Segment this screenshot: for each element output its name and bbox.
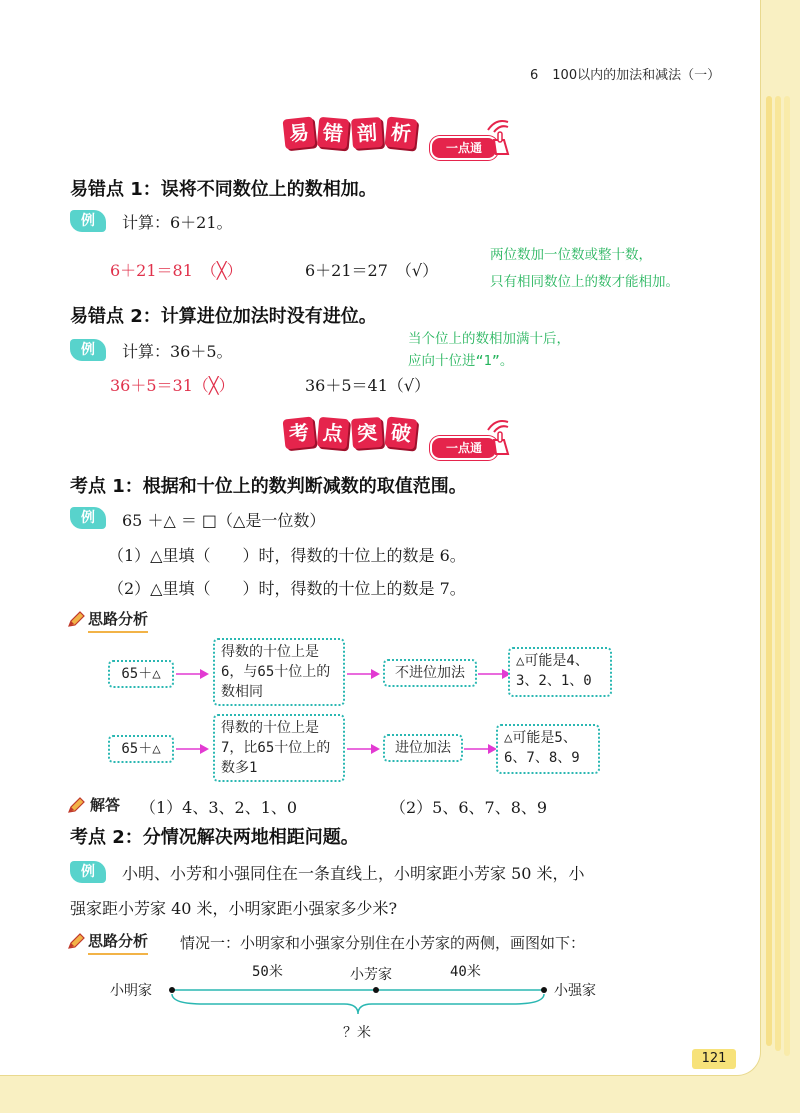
example-text: 计算：36＋5。 <box>122 342 233 361</box>
page-edge <box>766 96 772 1046</box>
banner-char: 破 <box>385 417 418 450</box>
banner-char: 析 <box>385 117 418 150</box>
tip-note <box>490 242 679 296</box>
home-xiaoqiang: 小强家 <box>554 983 596 999</box>
banner-pill: 一点通 <box>430 136 498 160</box>
banner-pill: 一点通 <box>430 436 498 460</box>
right-answer: 6＋21＝27 （√） <box>305 261 439 280</box>
analysis-label: 思路分析 <box>88 608 148 633</box>
right-answer: 36＋5＝41（√） <box>305 376 431 395</box>
banner-char: 突 <box>351 417 383 449</box>
answer-label: 解答 <box>90 796 121 814</box>
error-point-1-title: 易错点 1：误将不同数位上的数相加。 <box>70 179 377 200</box>
flow-result: △可能是4、3、2、1、0 <box>508 647 612 697</box>
flow-condition: 得数的十位上是6，与65十位上的数相同 <box>213 638 345 706</box>
flow-method: 不进位加法 <box>383 659 477 687</box>
wrong-answer: 6＋21＝81 （╳） <box>110 261 243 280</box>
example-text: 计算：6＋21。 <box>122 213 233 232</box>
tip-line: 两位数加一位数或整十数， <box>490 247 652 263</box>
tip-note <box>408 328 570 372</box>
banner-key-points <box>284 414 524 464</box>
tip-line: 应向十位进“1”。 <box>408 353 514 369</box>
question-2: （2）△里填（ ）时，得数的十位上的数是 7。 <box>108 579 466 598</box>
analysis-text: 情况一：小明家和小强家分别住在小芳家的两侧，画图如下： <box>180 934 586 952</box>
chapter-title: 100以内的加法和减法（一） <box>552 68 721 83</box>
arrow-icon <box>347 743 381 755</box>
banner-char: 点 <box>317 417 350 450</box>
banner-error-analysis <box>284 114 524 164</box>
page-edge <box>784 96 790 1056</box>
question-1: （1）△里填（ ）时，得数的十位上的数是 6。 <box>108 546 466 565</box>
page-number: 121 <box>692 1049 736 1069</box>
distance-left: 50米 <box>252 964 283 980</box>
example-badge: 例 <box>70 210 106 232</box>
distance-total: ？米 <box>343 1025 371 1041</box>
arrow-icon <box>176 668 210 680</box>
pencil-icon <box>66 610 86 630</box>
flow-result: △可能是5、6、7、8、9 <box>496 724 600 774</box>
flow-method: 进位加法 <box>383 734 463 762</box>
tip-line: 只有相同数位上的数才能相加。 <box>490 274 679 290</box>
running-header <box>530 64 720 83</box>
arrow-icon <box>176 743 210 755</box>
key-point-1-title: 考点 1：根据和十位上的数判断减数的取值范围。 <box>70 476 467 497</box>
arrow-icon <box>464 743 498 755</box>
pointing-hand-icon <box>484 414 518 458</box>
tip-line: 当个位上的数相加满十后， <box>408 331 570 347</box>
banner-char: 错 <box>317 117 350 150</box>
pencil-icon <box>66 932 86 952</box>
page-edge <box>775 96 781 1051</box>
flow-start: 65＋△ <box>108 735 174 763</box>
key-point-2-title: 考点 2：分情况解决两地相距问题。 <box>70 827 359 848</box>
arrow-icon <box>478 668 512 680</box>
example-badge: 例 <box>70 861 106 883</box>
banner-char: 考 <box>283 417 316 450</box>
banner-char: 剖 <box>351 117 383 149</box>
example-text: 小明、小芳和小强同住在一条直线上，小明家距小芳家 50 米，小 <box>122 864 585 883</box>
chapter-number: 6 <box>530 68 539 83</box>
error-point-2-title: 易错点 2：计算进位加法时没有进位。 <box>70 306 377 327</box>
flow-start: 65＋△ <box>108 660 174 688</box>
distance-right: 40米 <box>450 964 481 980</box>
flow-condition: 得数的十位上是7，比65十位上的数多1 <box>213 714 345 782</box>
wrong-answer: 36＋5＝31（╳） <box>110 376 235 395</box>
example-badge: 例 <box>70 507 106 529</box>
answer-2: （2）5、6、7、8、9 <box>390 798 548 817</box>
answer-1: （1）4、3、2、1、0 <box>140 798 298 817</box>
example-text: 强家距小芳家 40 米，小明家距小强家多少米? <box>70 899 398 918</box>
pencil-icon <box>66 796 86 816</box>
arrow-icon <box>347 668 381 680</box>
home-xiaoming: 小明家 <box>110 983 152 999</box>
banner-char: 易 <box>283 117 316 150</box>
analysis-label: 思路分析 <box>88 930 148 955</box>
example-text: 65 ＋△ ＝ □（△是一位数） <box>122 511 326 530</box>
example-badge: 例 <box>70 339 106 361</box>
pointing-hand-icon <box>484 114 518 158</box>
home-xiaofang: 小芳家 <box>350 967 392 983</box>
